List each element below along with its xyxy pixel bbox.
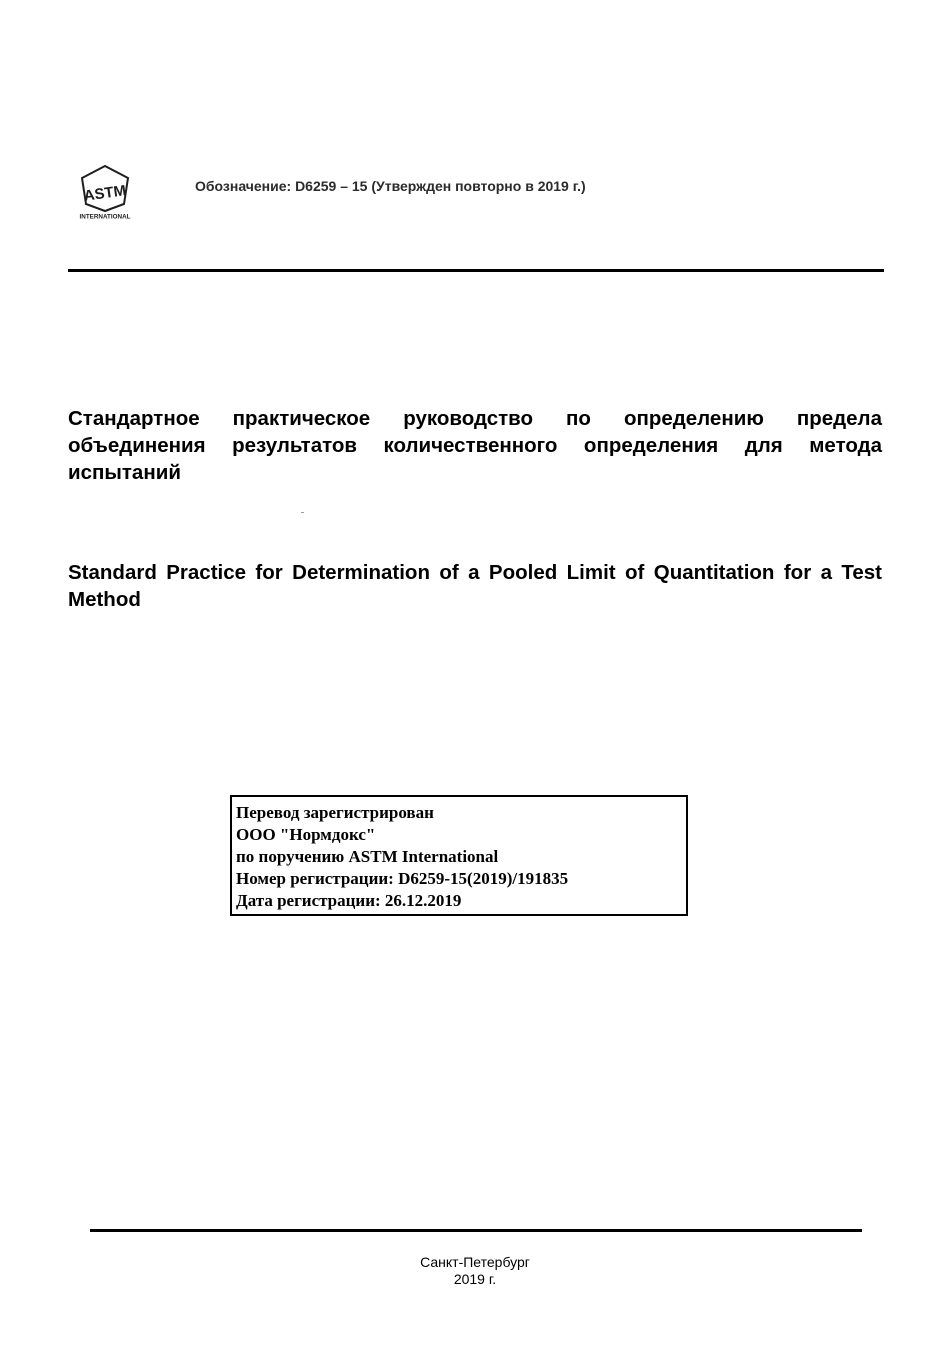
registration-line-client: по поручению ASTM International [236,847,499,866]
svg-text:ASTM: ASTM [82,182,128,205]
title-english: Standard Practice for Determination of a Pooled Limit of Quantitation for a Test Method [68,561,882,611]
scan-speck [301,512,304,513]
registration-line-date: Дата регистрации: 26.12.2019 [236,891,462,910]
footer-city: Санкт-Петербург [420,1254,530,1270]
title-russian: Стандартное практическое руководство по определению предела объединения результатов количественного определения для метода испытаний [68,407,882,484]
registration-line-number: Номер регистрации: D6259-15(2019)/191835 [236,869,569,888]
top-divider [68,269,884,272]
svg-text:INTERNATIONAL: INTERNATIONAL [79,213,131,221]
registration-line-status: Перевод зарегистрирован [236,803,434,822]
bottom-divider [90,1229,862,1232]
registration-line-company: ООО "Нормдокс" [236,825,376,844]
registration-box [230,795,688,916]
astm-logo-icon [78,164,132,222]
footer-year: 2019 г. [453,1271,497,1287]
astm-logo [78,164,132,222]
document-designation: Обозначение: D6259 – 15 (Утвержден повторно в 2019 г.) [195,178,586,194]
